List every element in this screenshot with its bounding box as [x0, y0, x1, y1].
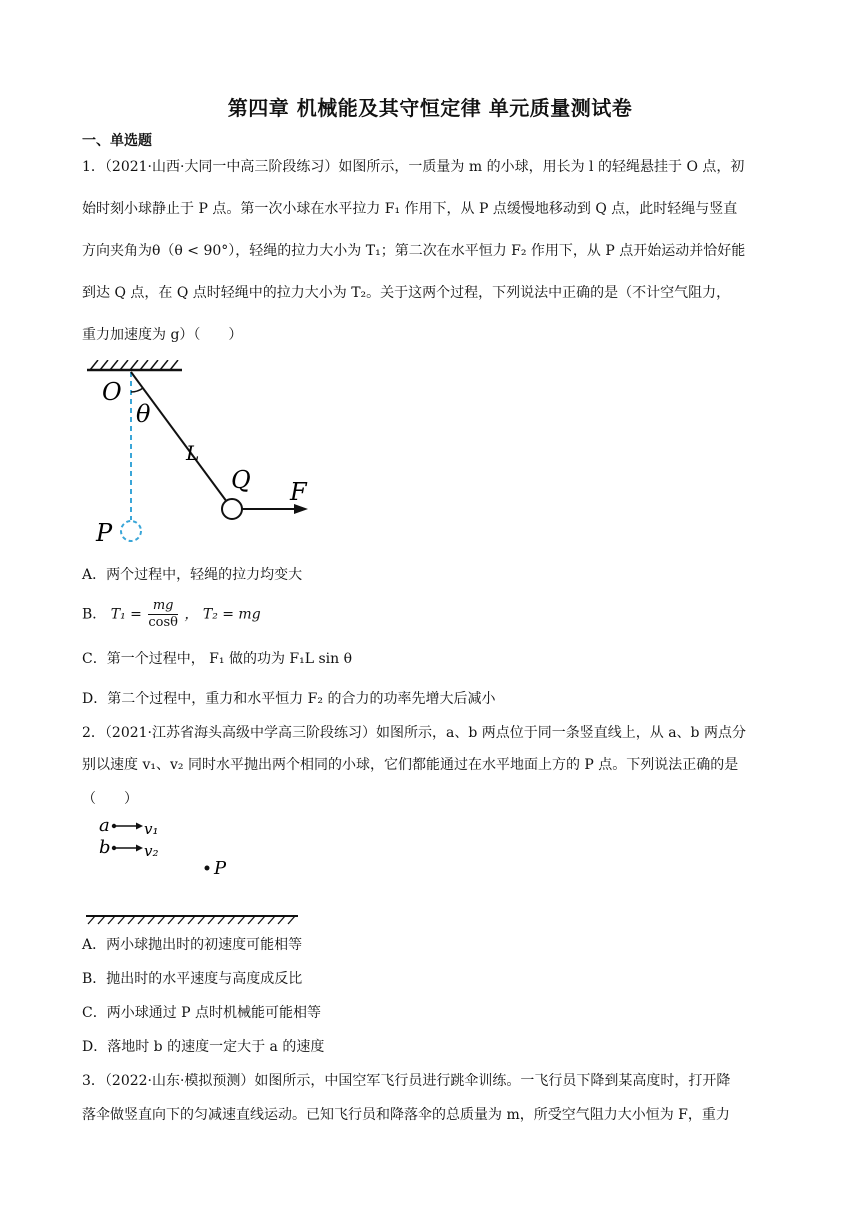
- fraction-numerator: mg: [148, 598, 178, 615]
- label-b: b: [99, 837, 111, 858]
- label-q: Q: [231, 466, 251, 494]
- label-f: F: [290, 478, 307, 506]
- q1-line-5: 重力加速度为 g）（ ）: [82, 327, 243, 343]
- point-p: [205, 866, 210, 871]
- section-heading: 一、单选题: [82, 133, 152, 149]
- q1-option-b-t2: ， T₂ = mg: [184, 606, 261, 623]
- q2-line-1: 2．（2021·江苏省海头高级中学高三阶段练习）如图所示，a、b 两点位于同一条竖直线上，从 a、b 两点分: [82, 725, 746, 741]
- q2-line-2: 别以速度 v₁、v₂ 同时水平抛出两个相同的小球，它们都能通过在水平地面上方的 P 点。下列说法正确的是: [82, 757, 739, 773]
- projectile-figure: [82, 812, 312, 927]
- ball-q-circle: [222, 499, 242, 519]
- label-o: O: [102, 378, 122, 406]
- label-v1: v₁: [144, 820, 159, 838]
- q2-option-a: A．两小球抛出时的初速度可能相等: [82, 937, 303, 953]
- q2-option-c: C．两小球通过 P 点时机械能可能相等: [82, 1005, 322, 1021]
- label-p2: P: [214, 858, 227, 879]
- q1-option-b-prefix: B．: [82, 606, 107, 623]
- label-theta: θ: [136, 400, 151, 428]
- q2-option-b: B．抛出时的水平速度与高度成反比: [82, 971, 303, 987]
- q1-line-3: 方向夹角为θ（θ < 90°），轻绳的拉力大小为 T₁；第二次在水平恒力 F₂ 作用下，从 P 点开始运动并恰好能: [82, 243, 746, 259]
- ball-p-circle: [121, 521, 141, 541]
- q1-option-c: C．第一个过程中， F₁ 做的功为 F₁L sin θ: [82, 651, 353, 667]
- ceiling-hatch: [90, 360, 178, 370]
- q2-option-d: D．落地时 b 的速度一定大于 a 的速度: [82, 1039, 325, 1055]
- label-p: P: [96, 519, 113, 547]
- rope-line: [131, 372, 227, 502]
- angle-arc: [131, 388, 143, 392]
- ground-hatch: [88, 916, 295, 924]
- label-a: a: [99, 815, 110, 836]
- q1-option-d: D．第二个过程中，重力和水平恒力 F₂ 的合力的功率先增大后减小: [82, 691, 496, 707]
- fraction-denominator: cosθ: [148, 615, 178, 630]
- q1-line-1: 1．（2021·山西·大同一中高三阶段练习）如图所示，一质量为 m 的小球，用长为 l 的轻绳悬挂于 O 点，初: [82, 159, 745, 175]
- q1-line-2: 始时刻小球静止于 P 点。第一次小球在水平拉力 F₁ 作用下，从 P 点缓慢地移动到 Q 点，此时轻绳与竖直: [82, 201, 738, 217]
- q3-line-1: 3．（2022·山东·模拟预测）如图所示，中国空军飞行员进行跳伞训练。一飞行员下降到某高度时，打开降: [82, 1073, 731, 1089]
- q1-option-a: A．两个过程中，轻绳的拉力均变大: [82, 567, 303, 583]
- q1-line-4: 到达 Q 点，在 Q 点时轻绳中的拉力大小为 T₂。关于这两个过程，下列说法中正确的是（不计空气阻力，: [82, 285, 731, 301]
- arrow-v1-head: [136, 823, 143, 830]
- q2-line-3: （ ）: [82, 791, 138, 807]
- pendulum-figure: [82, 360, 322, 550]
- arrow-v2-head: [136, 845, 143, 852]
- label-l: L: [186, 441, 200, 465]
- q3-line-2: 落伞做竖直向下的匀减速直线运动。已知飞行员和降落伞的总质量为 m，所受空气阻力大小恒为 F，重力: [82, 1107, 730, 1123]
- q1-option-b-fraction: [148, 598, 178, 631]
- q1-option-b: [82, 598, 261, 631]
- page-title: 第四章 机械能及其守恒定律 单元质量测试卷: [227, 96, 633, 120]
- q1-option-b-t1: T₁ =: [110, 606, 142, 623]
- label-v2: v₂: [144, 842, 159, 860]
